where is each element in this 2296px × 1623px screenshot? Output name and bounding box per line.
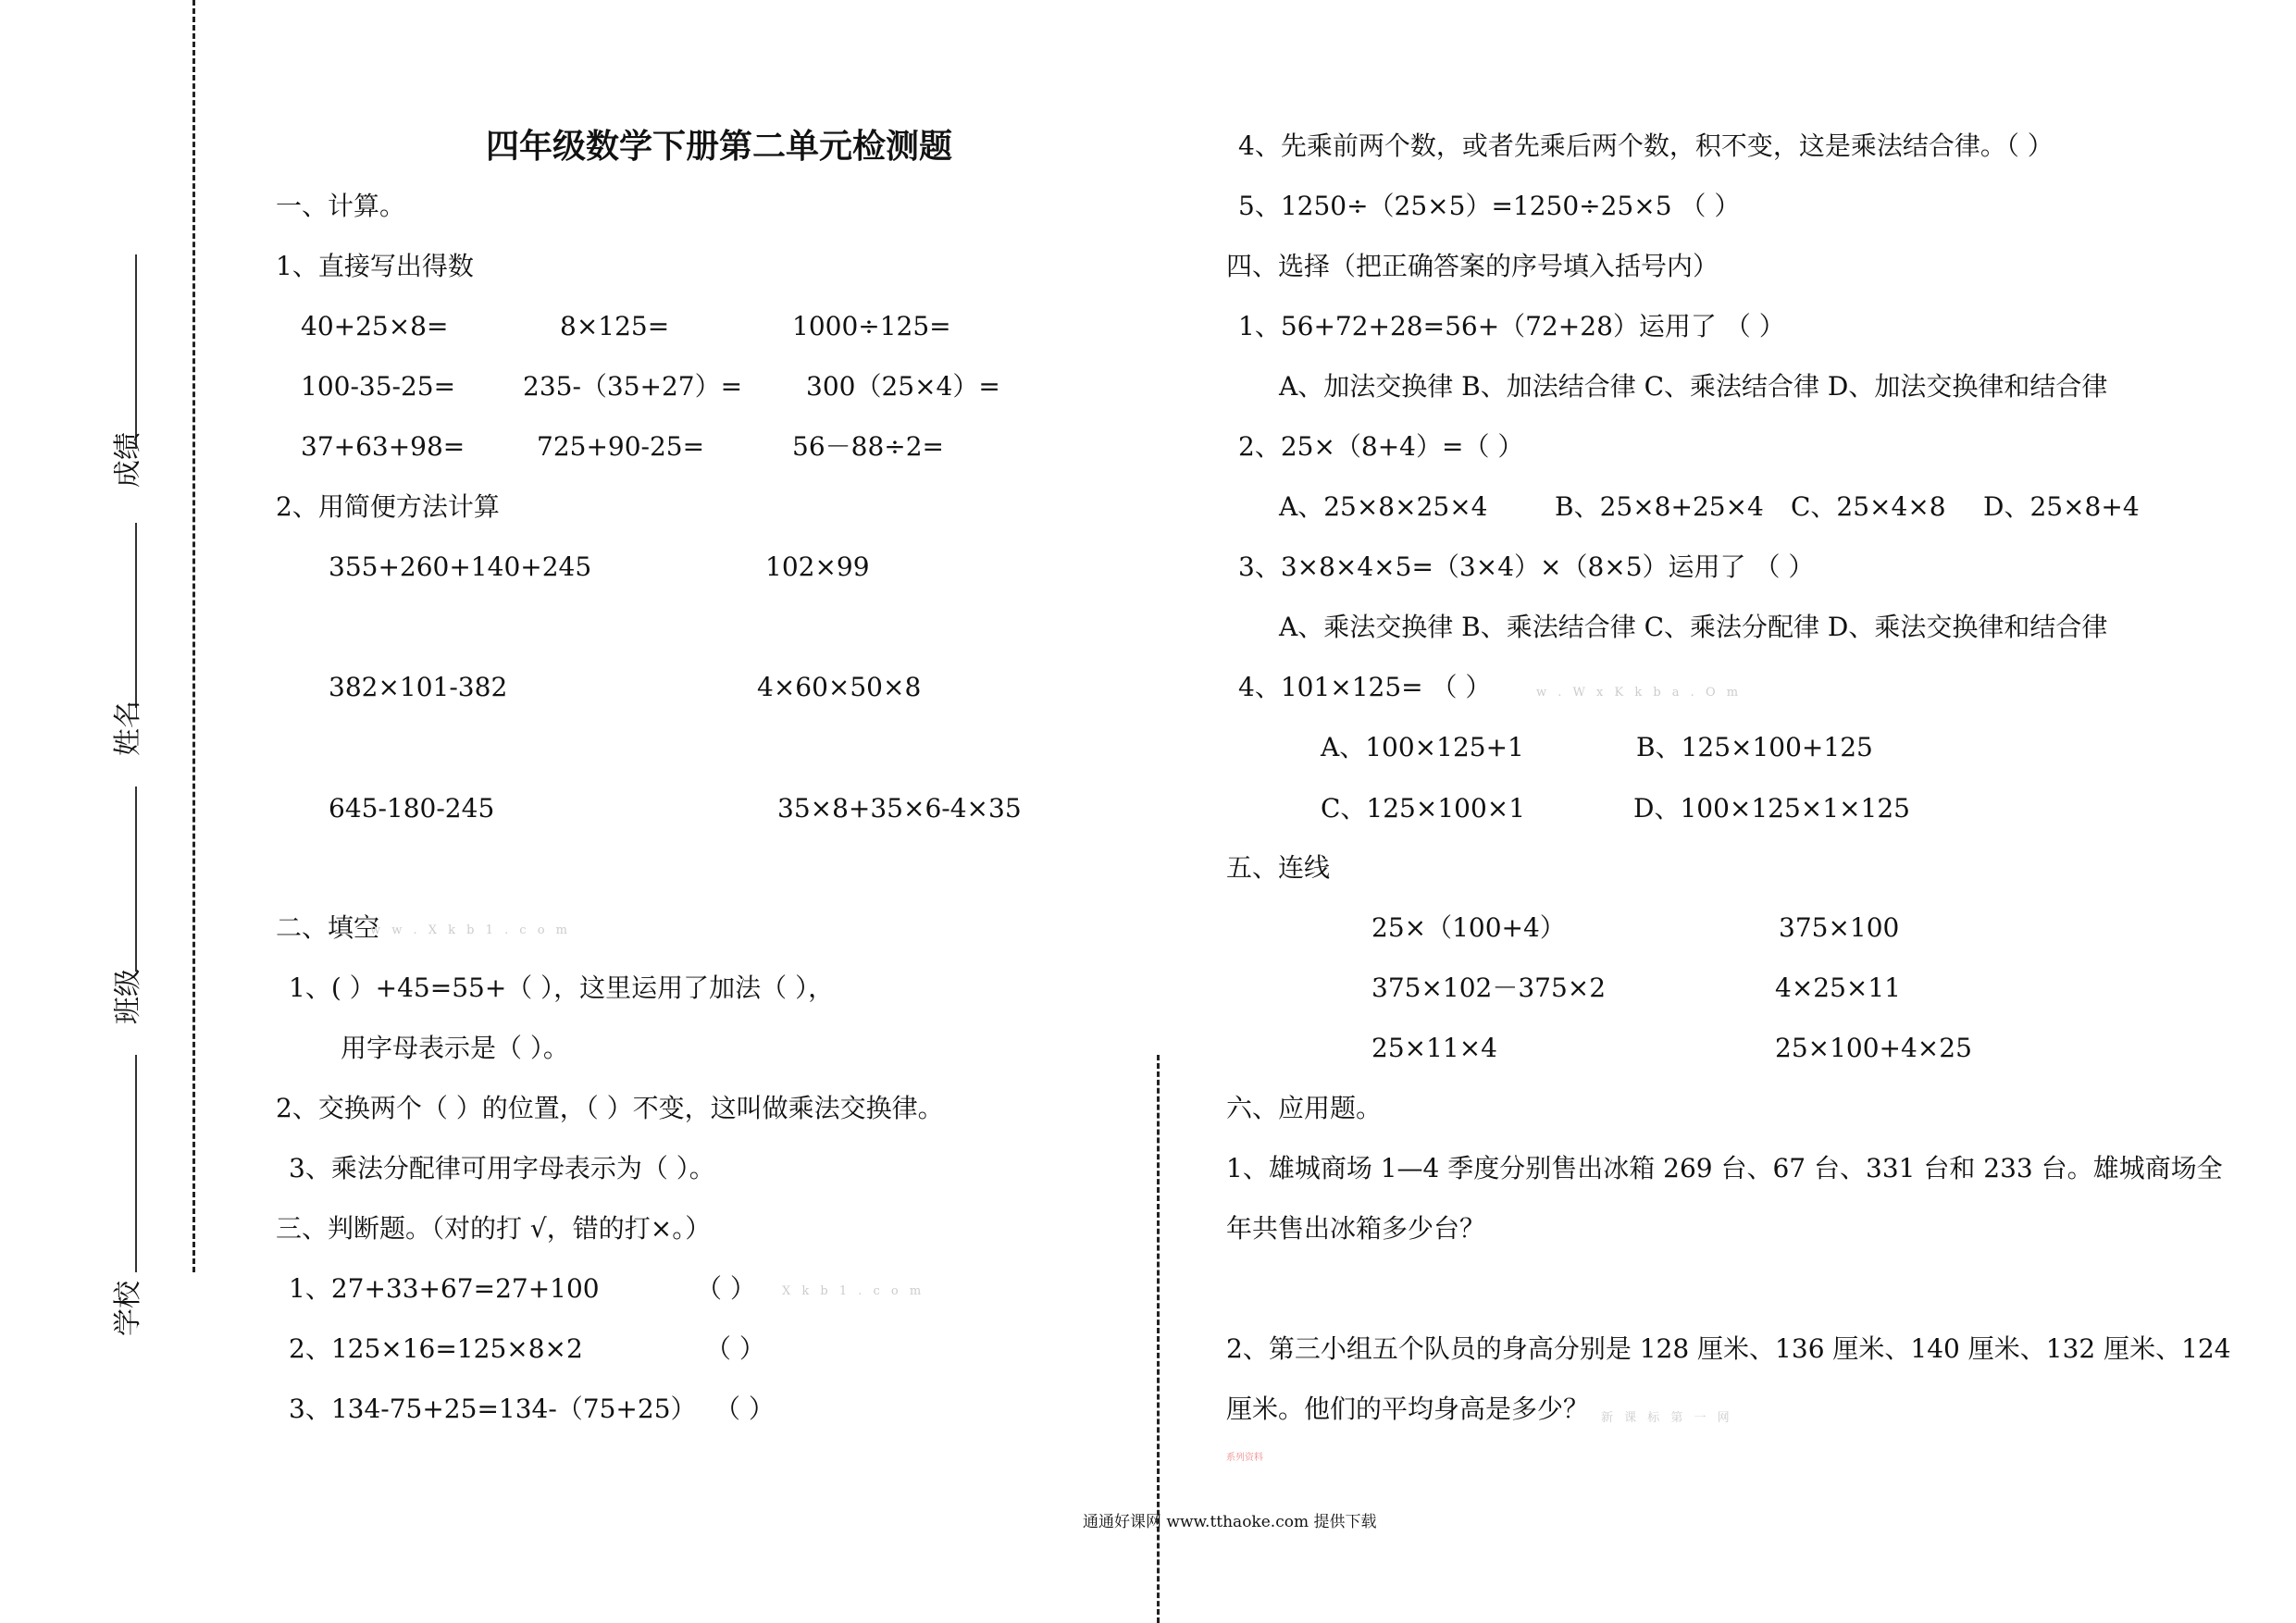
choice-option: A、100×125+1 — [1321, 732, 1524, 762]
word-problem-2-cont: 厘米。他们的平均身高是多少？ — [1226, 1394, 1590, 1424]
footer-credit: 通通好课网 www.tthaoke.com 提供下载 — [1083, 1513, 1377, 1531]
choice-option: D、25×8+4 — [1983, 491, 2140, 522]
section-2-heading: 二、填空 — [276, 912, 380, 943]
section-4-heading: 四、选择（把正确答案的序号填入括号内） — [1226, 251, 1719, 281]
fill-question-1-cont: 用字母表示是（ ）。 — [341, 1033, 569, 1063]
calc-item: 8×125= — [560, 311, 670, 341]
choice-question-1: 1、56+72+28=56+（72+28）运用了 （ ） — [1238, 311, 1785, 341]
choice-option: B、125×100+125 — [1636, 732, 1873, 762]
judge-answer-1: （ ） — [696, 1273, 756, 1304]
center-dashed-line — [1157, 1055, 1160, 1623]
part-2-label: 2、用简便方法计算 — [276, 491, 500, 522]
simplify-item: 382×101-382 — [329, 672, 508, 702]
calc-item: 725+90-25= — [537, 431, 705, 462]
calc-item: 1000÷125= — [792, 311, 951, 341]
watermark: w . W x K k b a . O m — [1536, 686, 1743, 700]
score-label: 成绩 — [112, 432, 144, 488]
calc-item: 37+63+98= — [301, 431, 465, 462]
section-6-heading: 六、应用题。 — [1226, 1093, 1383, 1123]
judge-question-3: 3、134-75+25=134-（75+25） — [289, 1394, 697, 1424]
choice-option: D、100×125×1×125 — [1633, 793, 1910, 824]
fill-question-2: 2、交换两个（ ）的位置，（ ）不变，这叫做乘法交换律。 — [276, 1093, 944, 1123]
choice-option: C、125×100×1 — [1321, 793, 1526, 824]
calc-item: 40+25×8= — [301, 311, 449, 341]
watermark: 新 课 标 第 一 网 — [1601, 1411, 1733, 1425]
name-underline — [135, 523, 137, 708]
word-problem-1-cont: 年共售出冰箱多少台？ — [1226, 1213, 1486, 1244]
choice-options-3: A、乘法交换律 B、乘法结合律 C、乘法分配律 D、乘法交换律和结合律 — [1279, 612, 2108, 642]
judge-question-2: 2、125×16=125×8×2 — [289, 1333, 583, 1364]
school-underline — [135, 1055, 137, 1272]
fill-question-1: 1、( ）+45=55+（ ），这里运用了加法（ ）， — [289, 973, 835, 1003]
watermark: 系列资料 — [1226, 1453, 1263, 1463]
calc-item: 235-（35+27）= — [523, 371, 743, 402]
judge-answer-2: （ ） — [705, 1333, 765, 1364]
choice-option: B、25×8+25×4 — [1555, 491, 1764, 522]
judge-question-4: 4、先乘前两个数，或者先乘后两个数，积不变，这是乘法结合律。（ ） — [1238, 130, 2054, 161]
simplify-item: 102×99 — [765, 551, 870, 582]
score-underline — [135, 254, 137, 449]
section-1-heading: 一、计算。 — [276, 191, 406, 221]
simplify-item: 35×8+35×6-4×35 — [777, 793, 1022, 824]
match-left-item: 25×11×4 — [1371, 1033, 1497, 1063]
simplify-item: 4×60×50×8 — [757, 672, 922, 702]
school-label: 学校 — [112, 1281, 144, 1336]
fill-question-3: 3、乘法分配律可用字母表示为（ ）。 — [289, 1153, 715, 1183]
word-problem-1: 1、雄城商场 1—4 季度分别售出冰箱 269 台、67 台、331 台和 233 台。雄城商场全 — [1226, 1153, 2223, 1183]
binding-dashed-line — [192, 0, 195, 1272]
word-problem-2: 2、第三小组五个队员的身高分别是 128 厘米、136 厘米、140 厘米、132 厘米、124 — [1226, 1333, 2231, 1364]
match-left-item: 375×102－375×2 — [1371, 973, 1607, 1003]
choice-question-4: 4、101×125= （ ） — [1238, 672, 1492, 702]
section-5-heading: 五、连线 — [1226, 852, 1331, 883]
watermark: X k b 1 . c o m — [782, 1284, 925, 1298]
calc-item: 300（25×4）= — [806, 371, 1000, 402]
simplify-item: 645-180-245 — [329, 793, 495, 824]
page-title: 四年级数学下册第二单元检测题 — [486, 127, 953, 166]
match-left-item: 25×（100+4） — [1371, 912, 1566, 943]
match-right-item: 4×25×11 — [1775, 973, 1901, 1003]
calc-item: 100-35-25= — [301, 371, 456, 402]
watermark: w w . X k b 1 . c o m — [370, 923, 572, 937]
judge-answer-3: （ ） — [714, 1394, 775, 1424]
match-right-item: 25×100+4×25 — [1775, 1033, 1972, 1063]
calc-item: 56－88÷2= — [792, 431, 944, 462]
judge-question-5: 5、1250÷（25×5）=1250÷25×5 （ ） — [1238, 191, 1741, 221]
class-label: 班级 — [112, 969, 144, 1024]
choice-option: C、25×4×8 — [1791, 491, 1946, 522]
judge-question-1: 1、27+33+67=27+100 — [289, 1273, 600, 1304]
section-3-heading: 三、判断题。（对的打 √，错的打×。） — [276, 1213, 712, 1244]
simplify-item: 355+260+140+245 — [329, 551, 592, 582]
choice-question-3: 3、3×8×4×5=（3×4）×（8×5）运用了 （ ） — [1238, 551, 1815, 582]
name-label: 姓名 — [112, 700, 144, 756]
match-right-item: 375×100 — [1779, 912, 1900, 943]
choice-question-2: 2、25×（8+4）=（ ） — [1238, 431, 1524, 462]
choice-option: A、25×8×25×4 — [1279, 491, 1488, 522]
class-underline — [135, 787, 137, 972]
part-1-label: 1、直接写出得数 — [276, 251, 474, 281]
choice-options-1: A、加法交换律 B、加法结合律 C、乘法结合律 D、加法交换律和结合律 — [1279, 371, 2108, 402]
